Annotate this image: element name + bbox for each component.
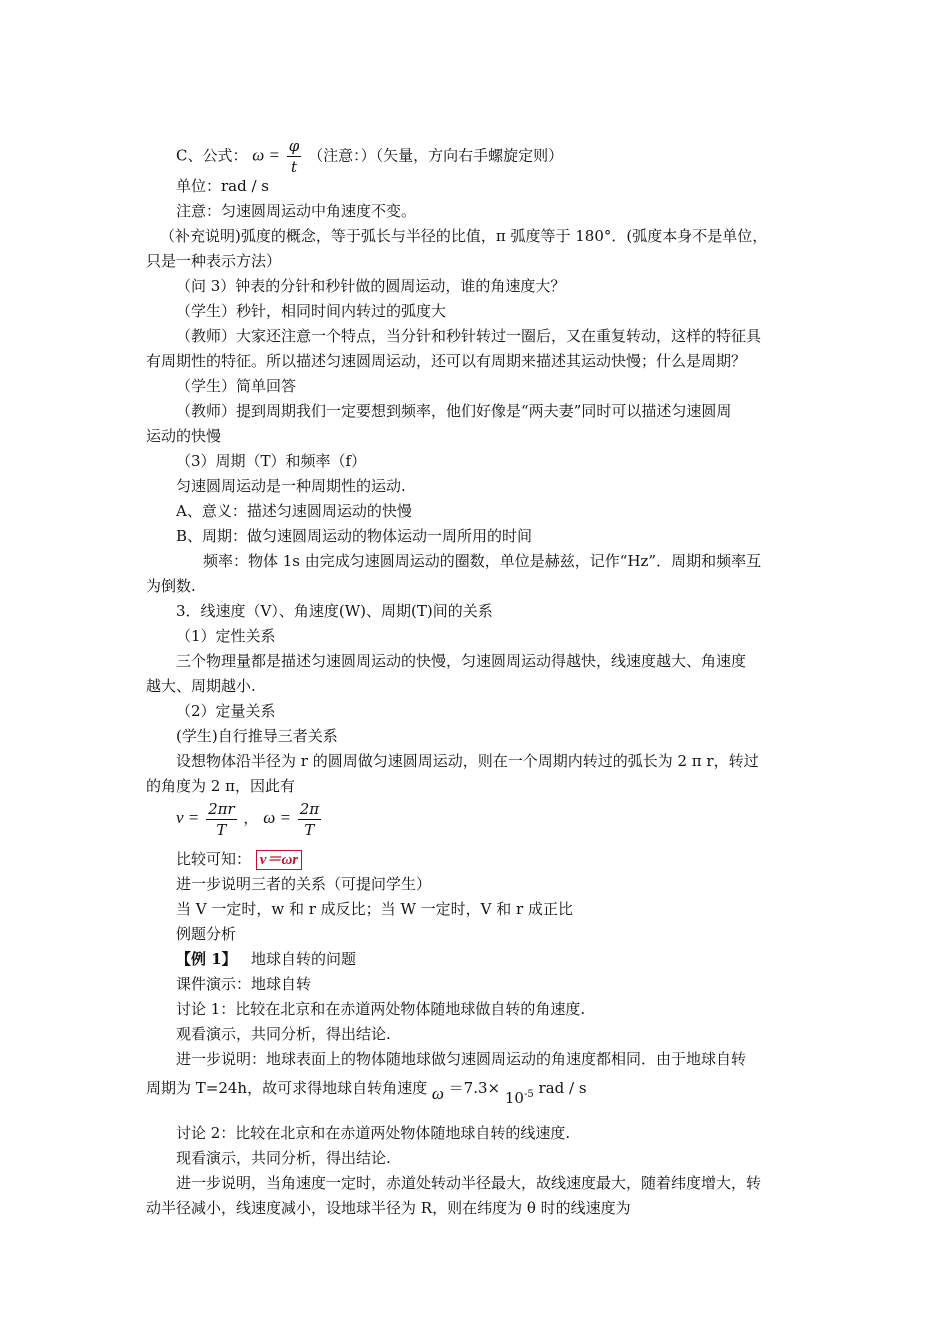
text-line: 讨论 2：比较在北京和在赤道两处物体随地球自转的线速度.: [176, 1124, 571, 1142]
comparison-line: 比较可知： v＝ωr: [176, 847, 846, 872]
text-line: 设想物体沿半径为 r 的圆周做匀速圆周运动，则在一个周期内转过的弧长为 2 π r，转过: [176, 752, 759, 770]
text-line: 动半径减小，线速度减小，设地球半径为 R，则在纬度为 θ 时的线速度为: [146, 1199, 631, 1217]
text-line: 越大、周期越小.: [146, 677, 256, 695]
omega-symbol: ω =: [252, 145, 280, 165]
text-line: (学生)自行推导三者关系: [176, 727, 338, 745]
section-heading: 3．线速度（V）、角速度(W)、周期(T)间的关系: [176, 602, 493, 620]
text-line: 的角度为 2 π，因此有: [146, 777, 295, 795]
formula-angular-velocity: [176, 136, 846, 177]
example-heading: 【例 1】 地球自转的问题: [176, 950, 356, 968]
fraction-2pir-over-t: $\frac{2\pi r}{T}$: [208, 799, 235, 839]
text-line: （学生）秒针，相同时间内转过的弧度大: [176, 302, 447, 320]
text-line: 频率：物体 1s 由完成匀速圆周运动的圈数，单位是赫兹，记作“Hz”．周期和频率互: [203, 552, 762, 570]
omega-symbol: ω =: [263, 808, 291, 827]
text-line: （补充说明)弧度的概念，等于弧长与半径的比值，π 弧度等于 180°．(弧度本身不是单位，: [160, 227, 768, 245]
section-heading: （1）定性关系: [176, 627, 276, 645]
formula-v-and-omega: v = $\frac{2\pi r}{T}$ ， ω = $\frac{2\pi}{T}$: [176, 799, 320, 839]
fraction-2pi-over-t: $\frac{2\pi}{T}$: [299, 799, 320, 839]
section-heading: （3）周期（T）和频率（f）: [176, 452, 367, 470]
text-line: 注意：匀速圆周运动中角速度不变。: [176, 202, 417, 220]
text-line: 观看演示，共同分析，得出结论.: [176, 1025, 391, 1043]
text-line: 三个物理量都是描述匀速圆周运动的快慢，匀速圆周运动得越快，线速度越大、角速度: [176, 652, 747, 670]
highlighted-formula-box: v＝ωr: [256, 850, 302, 870]
text-line: 只是一种表示方法）: [146, 252, 282, 270]
text-line: （学生）简单回答: [176, 377, 297, 395]
text-line: 现看演示，共同分析，得出结论.: [176, 1149, 391, 1167]
text-line: 为倒数.: [146, 577, 196, 595]
formula-note: （注意：）（矢量，方向右手螺旋定则）: [308, 146, 564, 165]
omega-symbol: ω: [431, 1084, 444, 1103]
v-symbol: v =: [176, 808, 200, 827]
text-line: （教师）大家还注意一个特点，当分针和秒针转过一圈后，又在重复转动，这样的特征具: [176, 327, 762, 345]
text-line: 进一步说明，当角速度一定时，赤道处转动半径最大，故线速度最大，随着纬度增大，转: [176, 1174, 762, 1192]
fraction-phi-over-t: $\frac{\varphi}{t}$: [288, 137, 300, 176]
section-heading: （2）定量关系: [176, 702, 276, 720]
text-line: A、意义：描述匀速圆周运动的快慢: [176, 502, 412, 520]
text-line: 进一步说明三者的关系（可提问学生）: [176, 875, 432, 893]
text-line: 讨论 1：比较在北京和在赤道两处物体随地球做自转的角速度.: [176, 1000, 586, 1018]
text-line: 运动的快慢: [146, 427, 222, 445]
text-line: 当 V 一定时，w 和 r 成反比；当 W 一定时，V 和 r 成正比: [176, 900, 573, 918]
example-tag: 【例 1】: [176, 950, 237, 968]
text-line: 课件演示：地球自转: [176, 975, 312, 993]
power-of-ten: $10^{-5}$: [504, 1089, 534, 1107]
text-line: 有周期性的特征。所以描述匀速圆周运动，还可以有周期来描述其运动快慢；什么是周期？: [146, 352, 747, 370]
text-line: 进一步说明：地球表面上的物体随地球做匀速圆周运动的角速度都相同．由于地球自转: [176, 1050, 747, 1068]
text-line: 例题分析: [176, 925, 237, 943]
text-line: （教师）提到周期我们一定要想到频率，他们好像是“两夫妻”同时可以描述匀速圆周: [176, 402, 732, 420]
text-line: B、周期：做匀速圆周运动的物体运动一周所用的时间: [176, 527, 533, 545]
text-line: 单位：rad / s: [176, 177, 270, 195]
earth-angular-velocity-line: 周期为 T=24h，故可求得地球自转角速度 $\omega =7.3\times 10^{-5}$ rad / s: [146, 1079, 587, 1107]
text-line: （问 3）钟表的分针和秒针做的圆周运动，谁的角速度大？: [176, 277, 566, 295]
formula-label: C、公式：: [176, 146, 248, 165]
text-line: 匀速圆周运动是一种周期性的运动.: [176, 477, 406, 495]
